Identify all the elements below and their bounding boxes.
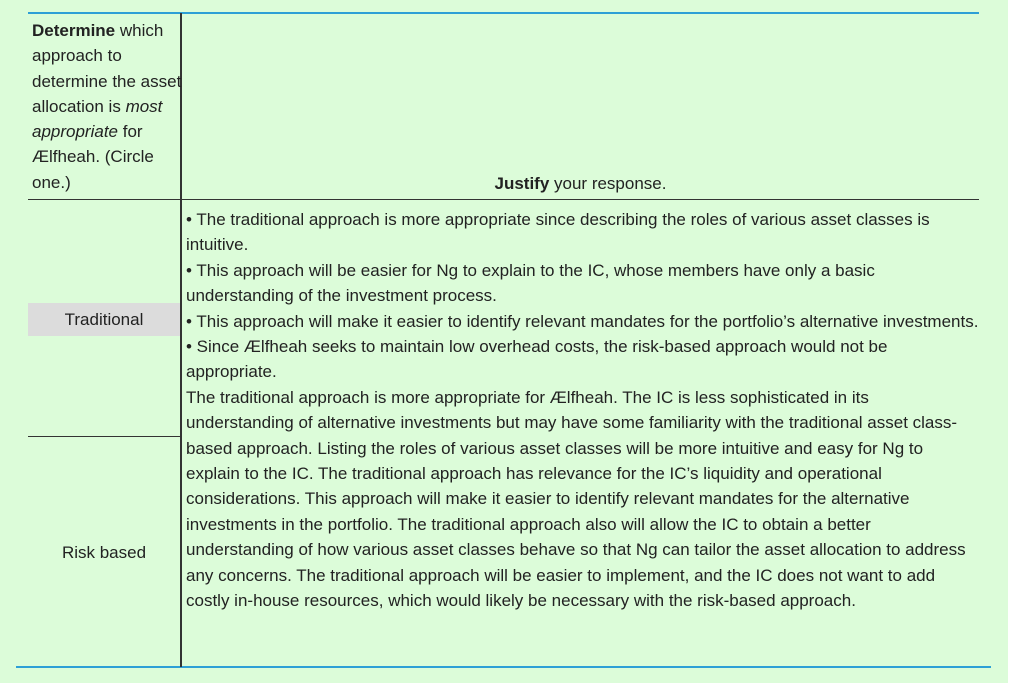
bullet-1: • The traditional approach is more appropriate since describing the roles of various asset classes is intuitive. [186,210,930,255]
table-top-rule [28,12,979,14]
instruction-text: which approach to determine the asset allocation is [32,21,182,116]
instruction-emphasis: most appropriate [32,96,163,142]
justify-label: Justify [494,174,550,193]
option-divider [28,436,181,437]
header-rule-right [181,199,979,200]
bullet-2: • This approach will be easier for Ng to explain to the IC, whose members have only a basic understanding of the investment process. [186,260,875,306]
justify-text: your response. [549,174,667,193]
header-rule-left [28,199,181,200]
option-traditional[interactable]: Traditional [28,303,180,336]
justification-paragraph: The traditional approach is more appropriate for Ælfheah. The IC is less sophisticated in its understanding of alternative investments but may have some familiarity with the traditional asset class-based approach. Listing the roles of various asset classes will be more intuitive and easy for Ng to explain to the IC. The traditional approach has relevance for the IC’s liquidity and operational considerations. This approach will make it easier to identify relevant mandates for the alternative investments in the portfolio. The traditional approach also will allow the IC to obtain a better understanding of how various asset classes behave so that Ng can tailor the asset allocation to address any concerns. The traditional approach will be easier to implement, and the IC does not want to add costly in-house resources, which would likely be necessary with the risk-based approach. [186,387,966,611]
option-risk-based[interactable]: Risk based [61,543,147,562]
instruction-text-end: for Ælfheah. (Circle one.) [32,122,154,192]
header-left-instruction [32,18,182,195]
table-bottom-rule [16,666,991,668]
determine-label: Determine [32,21,116,40]
bullet-4: • Since Ælfheah seeks to maintain low overhead costs, the risk-based approach would not be appropriate. [186,337,888,382]
justification-response [186,207,981,614]
header-right-instruction [182,171,979,196]
bullet-3: • This approach will make it easier to identify relevant mandates for the portfolio’s alternative investments. [186,311,979,331]
